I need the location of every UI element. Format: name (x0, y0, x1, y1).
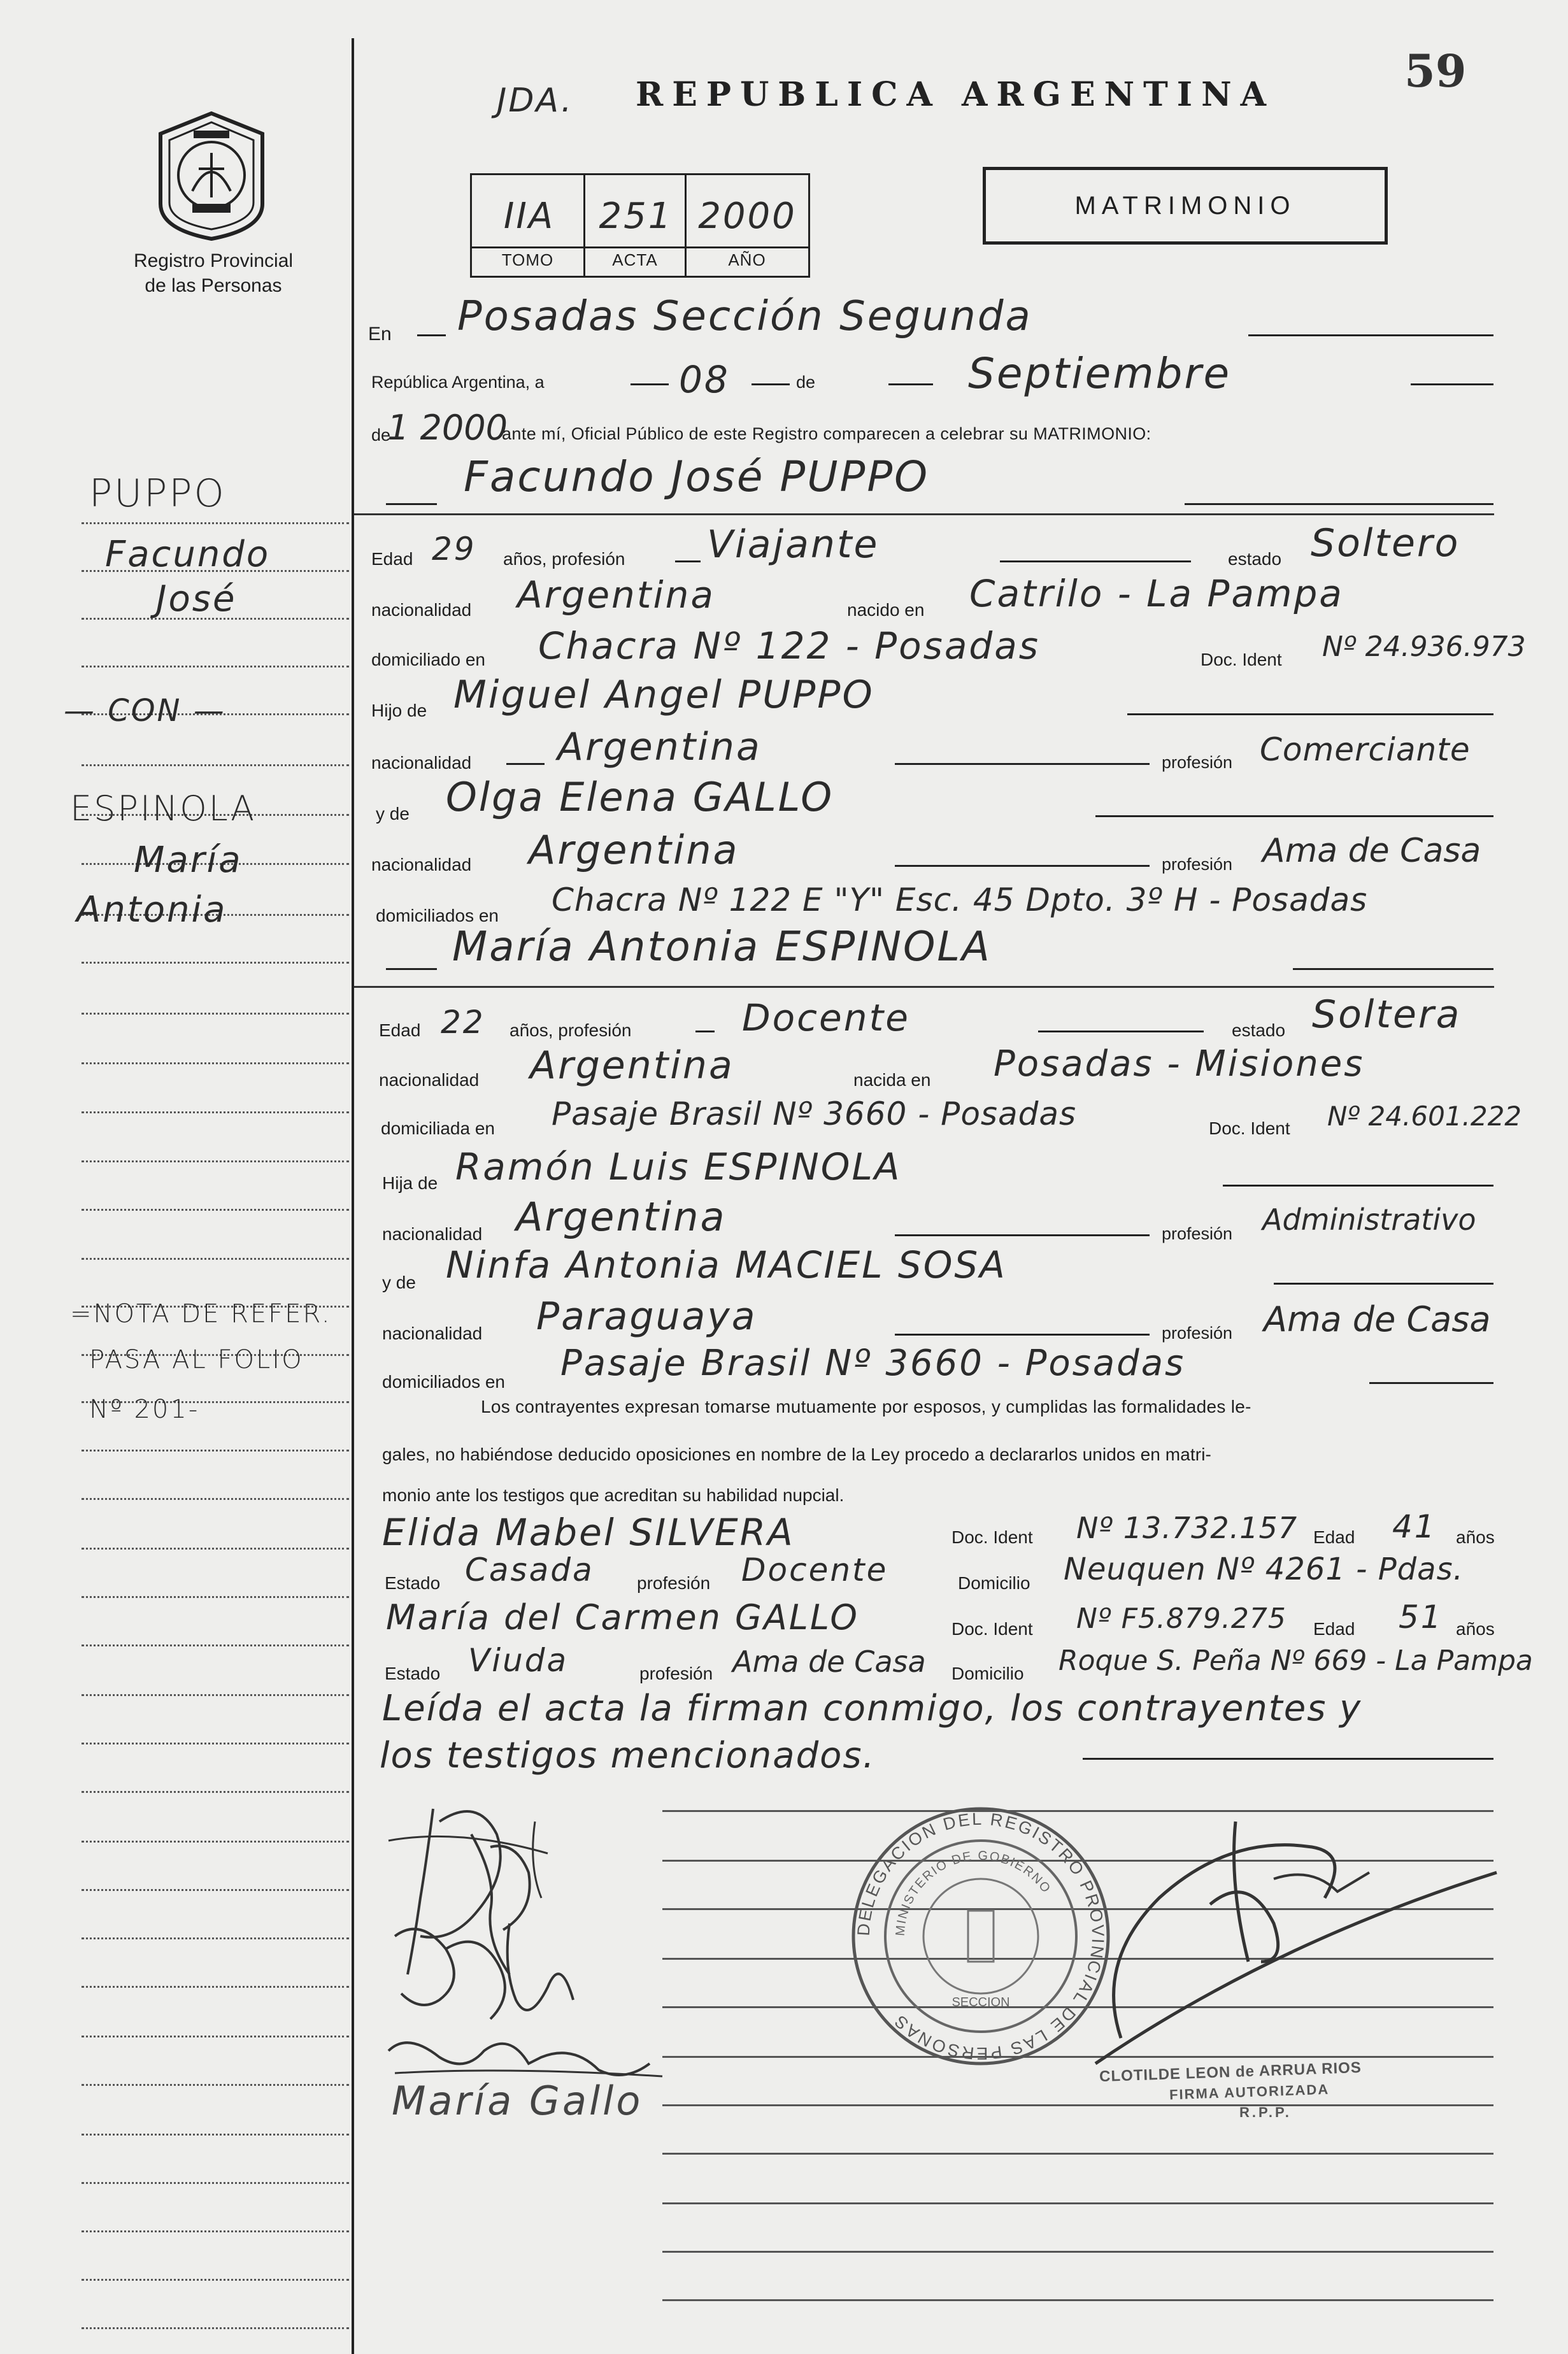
intro-year: 1 2000 (387, 408, 508, 448)
margin-dotted-line (82, 2230, 349, 2232)
bride-father-nac: Argentina (516, 1194, 727, 1240)
intro-month: Septiembre (968, 349, 1232, 398)
margin-dotted-line (82, 1062, 349, 1064)
groom-estado: Soltero (1311, 521, 1460, 566)
margin-note-line2: PASA AL FOLIO (89, 1345, 304, 1374)
bride-estado-label: estado (1232, 1020, 1286, 1040)
bride-mother: Ninfa Antonia MACIEL SOSA (446, 1243, 1007, 1287)
stamp-center-text: SECCION (951, 1995, 1010, 2009)
document-type-box (983, 167, 1388, 245)
margin-con: — CON — (64, 693, 226, 729)
margin-divider (352, 38, 354, 2354)
intro-place: Posadas Sección Segunda (457, 293, 1032, 340)
witness2-edad: 51 (1399, 1599, 1443, 1636)
margin-groom-name1: Facundo (105, 534, 271, 575)
bride-nacida-label: nacida en (853, 1070, 931, 1090)
margin-groom-surname: PUPPO (89, 471, 226, 516)
document-type-label: MATRIMONIO (1074, 191, 1296, 220)
tomo-label: TOMO (501, 250, 554, 269)
groom-nacido: Catrilo - La Pampa (969, 572, 1344, 615)
margin-dotted-line (82, 1160, 349, 1162)
bride-father-prof: Administrativo (1262, 1202, 1476, 1237)
margin-bride-name1: María (134, 839, 243, 881)
registry-name-line1: Registro Provincial (133, 250, 294, 271)
groom-mother-prof-label: profesión (1162, 855, 1233, 874)
signature-ruled-line (662, 2153, 1493, 2155)
signature-ruled-line (662, 2251, 1493, 2253)
bride-full-name: María Antonia ESPINOLA (452, 924, 992, 971)
margin-dotted-line (82, 1694, 349, 1696)
groom-mother: Olga Elena GALLO (446, 774, 834, 820)
margin-dotted-line (82, 1937, 349, 1939)
margin-dotted-line (82, 2084, 349, 2086)
witness2-estado-label: Estado (385, 1664, 441, 1683)
signature-ruled-line (662, 2202, 1493, 2204)
closing-line1: Leída el acta la firman conmigo, los contrayentes y (382, 1688, 1362, 1729)
registry-name-line2: de las Personas (145, 275, 282, 296)
margin-note-line3: Nº 201- (89, 1395, 200, 1424)
signature-ruled-line (662, 2104, 1493, 2106)
bride-mother-prof-label: profesión (1162, 1323, 1233, 1343)
signature-ruled-line (662, 2299, 1493, 2301)
witness2-doc: Nº F5.879.275 (1076, 1602, 1286, 1635)
witness2-dom-label: Domicilio (951, 1664, 1024, 1683)
bride-doc: Nº 24.601.222 (1327, 1101, 1522, 1132)
groom-father-prof-label: profesión (1162, 753, 1233, 772)
groom-edad: 29 (432, 531, 476, 567)
margin-dotted-line (82, 1450, 349, 1452)
margin-dotted-line (82, 1986, 349, 1988)
witness2-doc-label: Doc. Ident (951, 1619, 1033, 1639)
intro-day: 08 (679, 358, 730, 401)
margin-dotted-line (82, 1209, 349, 1211)
intro-text: ante mí, Oficial Público de este Registro comparecen a celebrar su MATRIMONIO: (502, 424, 1151, 443)
svg-text:MINISTERIO DE GOBIERNO (894, 1849, 1054, 1937)
stamp-inner-text: MINISTERIO DE GOBIERNO (893, 1848, 1054, 1937)
bride-parents-dom-label: domiciliados en (382, 1372, 505, 1392)
margin-dotted-line (82, 2182, 349, 2184)
bride-nacida: Posadas - Misiones (994, 1043, 1365, 1085)
margin-dotted-line (82, 764, 349, 766)
bride-mother-nac-label: nacionalidad (382, 1323, 483, 1343)
margin-dotted-line (82, 1013, 349, 1015)
margin-groom-name2: José (156, 578, 237, 620)
groom-dom-label: domiciliado en (371, 650, 485, 669)
page-title: REPUBLICA ARGENTINA (636, 75, 1276, 114)
year-de-label: de (371, 425, 391, 445)
groom-doc-label: Doc. Ident (1201, 650, 1282, 669)
witness1-estado-label: Estado (385, 1573, 441, 1593)
witness2-edad-label: Edad (1313, 1619, 1355, 1639)
bride-estado: Soltera (1312, 992, 1462, 1037)
bride-doc-label: Doc. Ident (1209, 1118, 1290, 1138)
margin-dotted-line (82, 1258, 349, 1260)
witness1-profesion: Docente (741, 1552, 888, 1588)
bride-domicilio: Pasaje Brasil Nº 3660 - Posadas (552, 1095, 1077, 1132)
margin-dotted-line (82, 1596, 349, 1598)
acta-label: ACTA (612, 250, 658, 269)
groom-yde-label: y de (376, 804, 410, 824)
svg-text:DELEGACION DEL REGISTRO PROVIN (854, 1809, 1108, 2063)
groom-anos-prof-label: años, profesión (503, 549, 625, 569)
witness1-domicilio: Neuquen Nº 4261 - Pdas. (1064, 1552, 1464, 1587)
margin-dotted-line (82, 1111, 349, 1113)
groom-nac-label: nacionalidad (371, 600, 472, 620)
margin-dotted-line (82, 1889, 349, 1891)
margin-dotted-line (82, 1548, 349, 1550)
witness2-anos-label: años (1456, 1619, 1495, 1639)
margin-dotted-line (82, 2036, 349, 2037)
groom-nacionalidad: Argentina (517, 573, 715, 617)
official-name-line3: R.P.P. (1239, 2104, 1292, 2120)
tomo-value: IIA (503, 196, 555, 237)
closing-line2: los testigos mencionados. (380, 1735, 876, 1776)
official-name-line1: CLOTILDE LEON de ARRUA RIOS (1099, 2058, 1362, 2086)
provincial-seal-icon (148, 108, 275, 242)
groom-parents-dom-label: domiciliados en (376, 906, 499, 925)
groom-father-nac-label: nacionalidad (371, 753, 472, 773)
witness2-prof-label: profesión (639, 1664, 713, 1683)
groom-estado-label: estado (1228, 549, 1282, 569)
official-name-line2: FIRMA AUTORIZADA (1169, 2081, 1330, 2103)
republica-label: República Argentina, a (371, 373, 545, 392)
bride-father: Ramón Luis ESPINOLA (455, 1145, 902, 1188)
groom-hijo-label: Hijo de (371, 701, 427, 720)
ano-label: AÑO (728, 250, 766, 269)
bride-edad-label: Edad (379, 1020, 421, 1040)
margin-dotted-line (82, 666, 349, 667)
declaration-line3: monio ante los testigos que acreditan su habilidad nupcial. (382, 1485, 845, 1505)
witness1-dom-label: Domicilio (958, 1573, 1030, 1593)
witness1-edad-label: Edad (1313, 1527, 1355, 1547)
groom-domicilio: Chacra Nº 122 - Posadas (538, 624, 1040, 667)
bride-nac-label: nacionalidad (379, 1070, 480, 1090)
witness1-doc: Nº 13.732.157 (1076, 1511, 1298, 1545)
groom-edad-label: Edad (371, 549, 413, 569)
witness1-anos-label: años (1456, 1527, 1495, 1547)
bride-edad: 22 (441, 1004, 485, 1041)
groom-father-nac: Argentina (557, 725, 762, 769)
official-signature-icon (1083, 1796, 1503, 2083)
registry-stamp-icon (847, 1802, 1115, 2070)
margin-dotted-line (82, 1791, 349, 1793)
witness2-profesion: Ama de Casa (732, 1644, 926, 1679)
witness2-estado: Viuda (468, 1642, 569, 1679)
declaration-line2: gales, no habiéndose deducido oposiciones en nombre de la Ley procedo a declararlos unidos en matri- (382, 1444, 1211, 1464)
intro-de-label: de (796, 373, 816, 392)
witness1-doc-label: Doc. Ident (951, 1527, 1033, 1547)
groom-father-prof: Comerciante (1260, 731, 1471, 768)
margin-bride-name2: Antonia (76, 889, 227, 931)
bride-parents-dom: Pasaje Brasil Nº 3660 - Posadas (560, 1343, 1186, 1384)
witness1-prof-label: profesión (637, 1573, 711, 1593)
groom-parents-dom: Chacra Nº 122 E "Y" Esc. 45 Dpto. 3º H - Posadas (552, 881, 1368, 918)
witness2-name: María del Carmen GALLO (386, 1597, 859, 1637)
declaration-line1: Los contrayentes expresan tomarse mutuamente por esposos, y cumplidas las formalidades le- (481, 1397, 1251, 1416)
bride-anos-prof-label: años, profesión (510, 1020, 632, 1040)
groom-full-name: Facundo José PUPPO (464, 452, 930, 501)
stamp-ring-text: DELEGACION DEL REGISTRO PROVINCIAL DE LAS PERSONAS (853, 1809, 1108, 2064)
margin-dotted-line (82, 962, 349, 964)
margin-dotted-line (82, 1841, 349, 1843)
margin-dotted-line (82, 2279, 349, 2281)
witness2-signature: María Gallo (392, 2078, 643, 2124)
witness2-domicilio: Roque S. Peña Nº 669 - La Pampa (1058, 1644, 1533, 1677)
bride-dom-label: domiciliada en (381, 1118, 495, 1138)
groom-father: Miguel Angel PUPPO (453, 673, 874, 717)
bride-father-prof-label: profesión (1162, 1224, 1233, 1243)
margin-dotted-line (82, 2327, 349, 2329)
groom-mother-nac: Argentina (529, 827, 739, 873)
groom-mother-nac-label: nacionalidad (371, 855, 472, 874)
bride-mother-prof: Ama de Casa (1264, 1299, 1491, 1339)
record-number-box (470, 173, 810, 278)
witness1-estado: Casada (465, 1552, 594, 1588)
margin-dotted-line (82, 1644, 349, 1646)
margin-dotted-line (82, 1743, 349, 1744)
en-label: En (368, 324, 392, 345)
margin-dotted-line (82, 522, 349, 524)
bride-mother-nac: Paraguaya (536, 1294, 757, 1339)
groom-nacido-label: nacido en (847, 600, 925, 620)
groom-doc: Nº 24.936.973 (1322, 631, 1526, 663)
groom-mother-prof: Ama de Casa (1262, 832, 1481, 870)
ano-value: 2000 (698, 196, 797, 237)
folio-number: 59 (1404, 45, 1467, 97)
bride-profesion: Docente (742, 996, 910, 1039)
bride-father-nac-label: nacionalidad (382, 1224, 483, 1244)
bride-hija-label: Hija de (382, 1173, 438, 1193)
bride-nacionalidad: Argentina (530, 1043, 734, 1088)
groom-profesion: Viajante (707, 522, 880, 567)
header-prefix: JDA. (497, 82, 574, 120)
witness1-edad: 41 (1392, 1508, 1437, 1545)
bride-yde-label: y de (382, 1273, 416, 1292)
margin-bride-surname: ESPINOLA (70, 788, 257, 829)
acta-value: 251 (599, 196, 673, 237)
margin-dotted-line (82, 2134, 349, 2136)
margin-note-line1: =NOTA DE REFER. (70, 1299, 332, 1329)
witness1-name: Elida Mabel SILVERA (382, 1511, 795, 1554)
margin-dotted-line (82, 1498, 349, 1500)
